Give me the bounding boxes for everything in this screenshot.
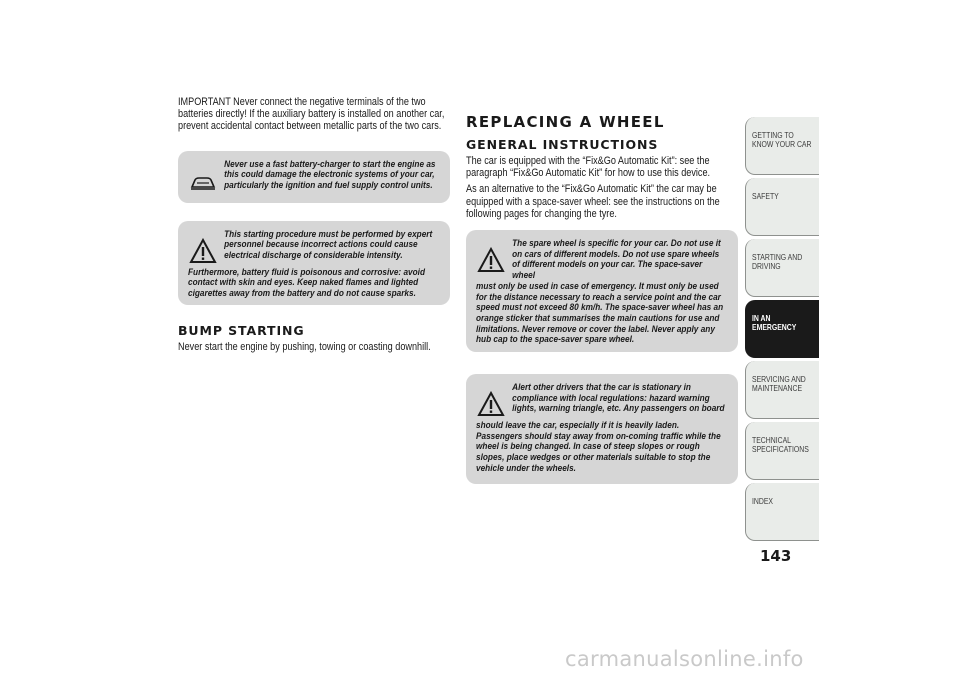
replacing-wheel-heading: REPLACING A WHEEL [466,113,665,131]
warning-text-spare-b: must only be used in case of emergency. It must only be used for the distance necessary to reach a service point and the car speed must not exceed 80 km/h. The space-saver wheel has an orange sticker that summarises the main cautions for use and limitations. Never remove or cover the label. Never apply any hub cap to the space-saver spare wheel. [476,280,724,346]
tab-safety[interactable]: SAFETY [745,178,819,236]
warning-box-alert-drivers [466,374,738,484]
warning-text-procedure-a: This starting procedure must be performed by expert personnel because incorrect actions could cause electrical discharge of considerable intensity. [224,228,433,262]
warning-box-spare-wheel [466,230,738,352]
general-instructions-heading: GENERAL INSTRUCTIONS [466,137,659,152]
space-saver-paragraph: As an alternative to the “Fix&Go Automatic Kit” the car may be equipped with a space-saver wheel: see the instructions on the following pages for changing the tyre. [466,183,720,220]
page-number: 143 [760,547,792,565]
tab-in-an-emergency[interactable]: IN AN EMERGENCY [745,300,819,358]
tab-starting-and-driving[interactable]: STARTING AND DRIVING [745,239,819,297]
tab-index[interactable]: INDEX [745,483,819,541]
notice-box-charger [178,151,450,203]
watermark: carmanualsonline.info [565,647,804,671]
left-column [178,96,450,357]
important-paragraph: IMPORTANT Never connect the negative terminals of the two batteries directly! If the auxiliary battery is installed on another car, prevent accidental contact between metallic parts of the two cars. [178,96,445,133]
warning-text-alert-b: should leave the car, especially if it is heavily laden. Passengers should stay away from on-coming traffic while the wheel is being changed. In case of steep slopes or rough slopes, place wedges or other materials suitable to stop the vehicle under the wheels. [476,420,721,474]
tab-servicing-and-maintenance[interactable]: SERVICING AND MAINTENANCE [745,361,819,419]
tab-getting-to-know-your-car[interactable]: GETTING TO KNOW YOUR CAR [745,117,819,175]
bump-starting-heading: BUMP STARTING [178,322,305,338]
bump-starting-text: Never start the engine by pushing, towing or coasting downhill. [178,340,431,353]
warning-text-alert-a: Alert other drivers that the car is stationary in compliance with local regulations: hazard warning lights, warning triangle, etc. Any passengers on board [512,382,725,415]
section-tabs [745,117,819,544]
fixgo-paragraph: The car is equipped with the “Fix&Go Automatic Kit”: see the paragraph “Fix&Go Automatic Kit” for how to use this device. [466,155,711,180]
warning-box-procedure [178,221,450,305]
tab-technical-specifications[interactable]: TECHNICAL SPECIFICATIONS [745,422,819,480]
warning-text-procedure-b: Furthermore, battery fluid is poisonous and corrosive: avoid contact with skin and eyes. Keep naked flames and lighted cigarettes away from the battery and do not cause sparks. [188,266,426,300]
right-column [466,113,738,484]
notice-text-charger: Never use a fast battery-charger to start the engine as this could damage the electronic systems of your car, particularly the ignition and fuel supply control units. [224,158,436,192]
warning-text-spare-a: The spare wheel is specific for your car. Do not use it on cars of different models. Do not use spare wheels of different models on your car. The space-saver wheel [512,238,721,282]
